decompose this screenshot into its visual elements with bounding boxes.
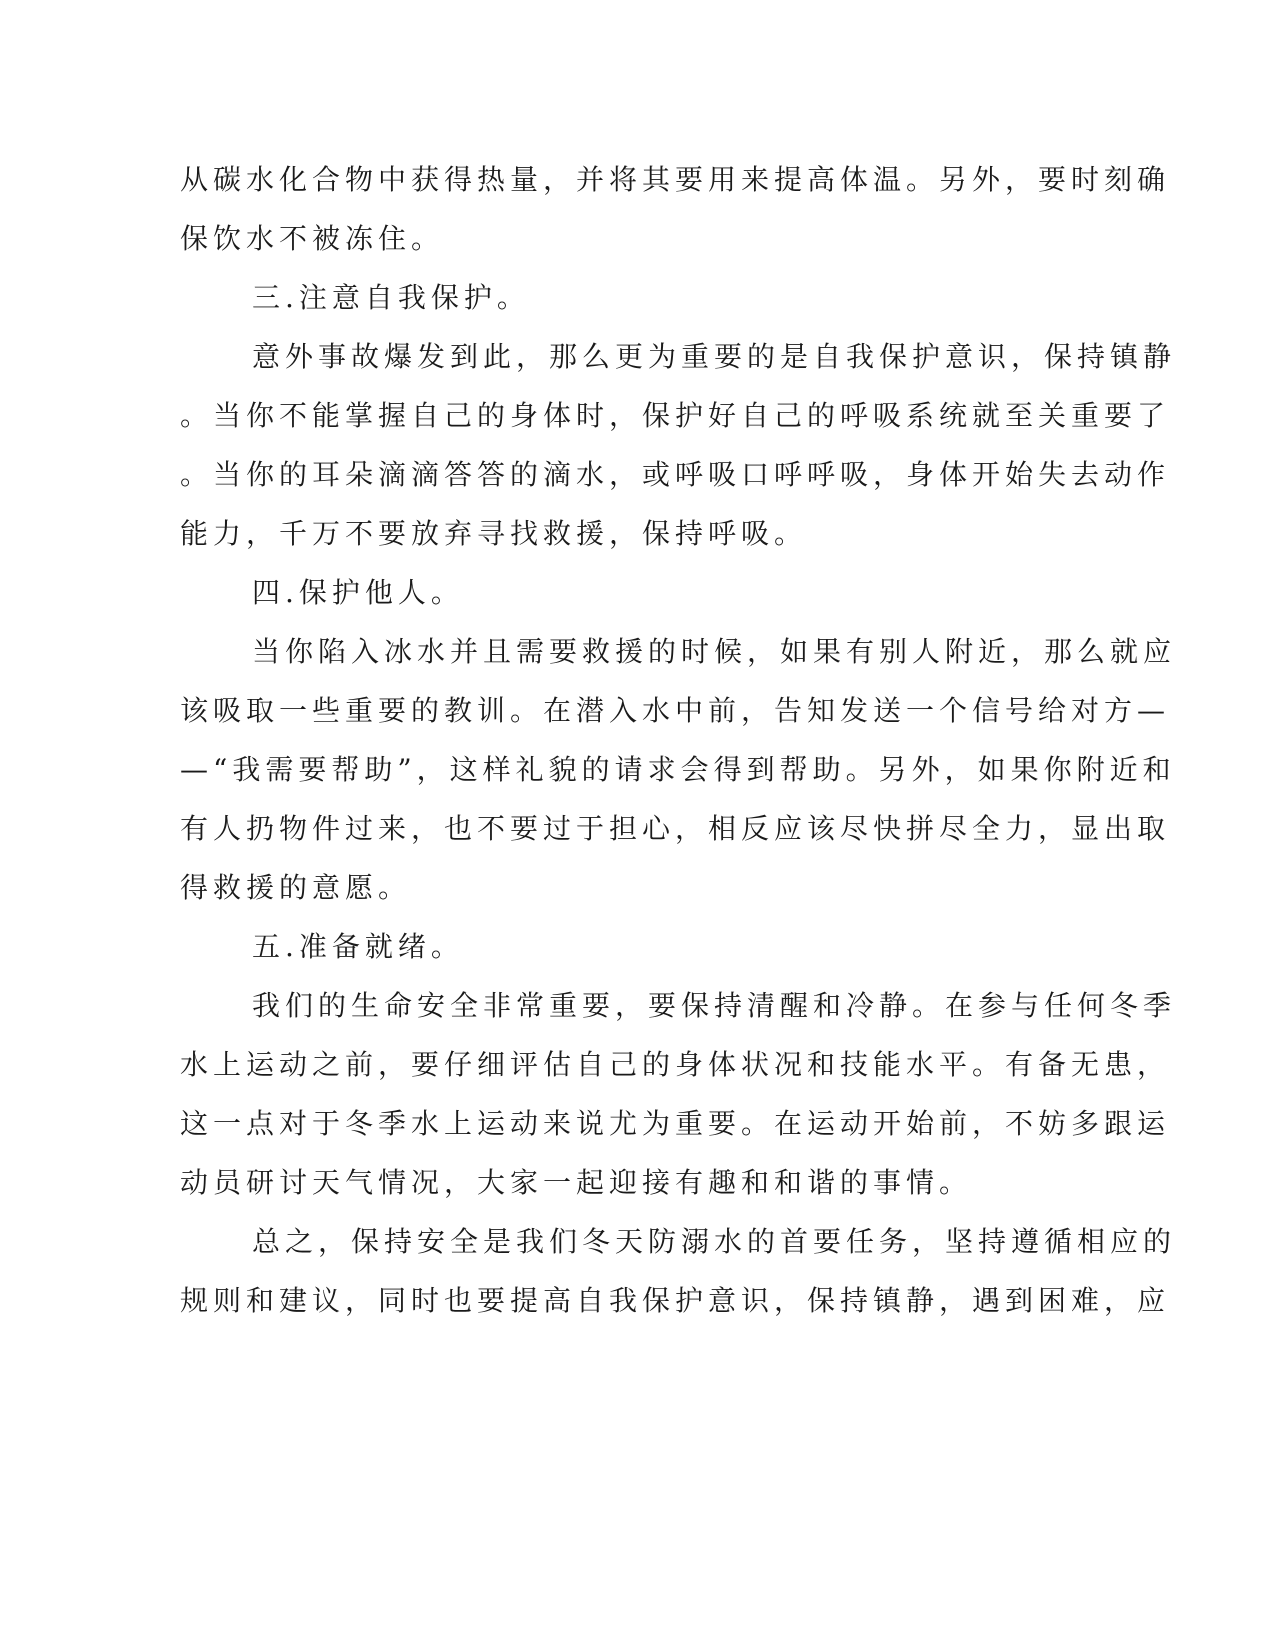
text-line: —“我需要帮助”，这样礼貌的请求会得到帮助。另外，如果你附近和 bbox=[180, 753, 1176, 786]
text-line: 我们的生命安全非常重要，要保持清醒和冷静。在参与任何冬季 bbox=[252, 989, 1177, 1022]
text-line: 当你陷入冰水并且需要救援的时候，如果有别人附近，那么就应 bbox=[252, 635, 1177, 668]
text-line: 。当你不能掌握自己的身体时，保护好自己的呼吸系统就至关重要了 bbox=[180, 399, 1171, 432]
text-line: 这一点对于冬季水上运动来说尤为重要。在运动开始前，不妨多跟运 bbox=[180, 1107, 1171, 1140]
text-line: 保饮水不被冻住。 bbox=[180, 222, 445, 255]
text-line: 该吸取一些重要的教训。在潜入水中前，告知发送一个信号给对方— bbox=[180, 694, 1171, 727]
section-heading: 四.保护他人。 bbox=[252, 576, 464, 609]
text-line: 意外事故爆发到此，那么更为重要的是自我保护意识，保持镇静 bbox=[252, 340, 1177, 373]
text-line: 得救援的意愿。 bbox=[180, 871, 412, 904]
text-line: 总之，保持安全是我们冬天防溺水的首要任务，坚持遵循相应的 bbox=[252, 1225, 1177, 1258]
text-line: 从碳水化合物中获得热量，并将其要用来提高体温。另外，要时刻确 bbox=[180, 163, 1171, 196]
text-line: 水上运动之前，要仔细评估自己的身体状况和技能水平。有备无患， bbox=[180, 1048, 1171, 1081]
text-line: 规则和建议，同时也要提高自我保护意识，保持镇静，遇到困难，应 bbox=[180, 1284, 1171, 1317]
section-heading: 三.注意自我保护。 bbox=[252, 281, 530, 314]
section-heading: 五.准备就绪。 bbox=[252, 930, 464, 963]
text-line: 动员研讨天气情况，大家一起迎接有趣和和谐的事情。 bbox=[180, 1166, 973, 1199]
text-line: 有人扔物件过来，也不要过于担心，相反应该尽快拼尽全力，显出取 bbox=[180, 812, 1171, 845]
text-line: 能力，千万不要放弃寻找救援，保持呼吸。 bbox=[180, 517, 808, 550]
text-line: 。当你的耳朵滴滴答答的滴水，或呼吸口呼呼吸，身体开始失去动作 bbox=[180, 458, 1171, 491]
